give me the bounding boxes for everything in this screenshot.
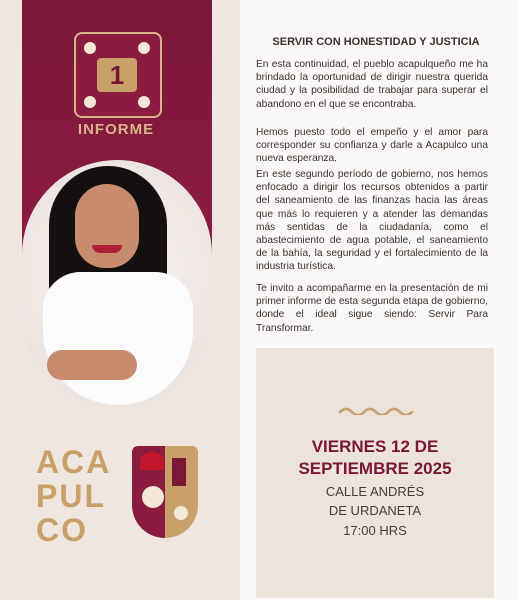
portrait-shirt <box>43 272 193 405</box>
logo-number: 1 <box>97 58 137 92</box>
acapulco-logo-line: ACA <box>36 444 112 480</box>
tower-icon <box>172 458 186 486</box>
logo-dot-icon <box>138 96 150 108</box>
logo-flower-icon <box>84 42 96 54</box>
flower-icon <box>142 486 164 508</box>
informe-label: INFORME <box>77 121 155 138</box>
portrait-face <box>75 184 139 268</box>
portrait-photo <box>35 160 205 405</box>
message-paragraph: En este segundo período de gobierno, nos hemos enfocado a dirigir los recursos obtenidos a partir del saneamiento de las finanzas hacia las áreas que más lo requieren y a atender las demandas más sentidas de la ciudadanía, como el abastecimiento de agua potable, el saneamiento de la bahía, la seguridad y el fortalecimiento de la industria turística. <box>256 169 488 273</box>
event-time: 17:00 HRS <box>343 523 407 538</box>
message-paragraph: Te invito a acompañarme en la presentación de mi primer informe de esta segunda etapa de gobierno, donde el ideal sigue siendo: Servir Para Transformar. <box>256 283 488 334</box>
logo-sun-icon <box>138 42 150 54</box>
message-paragraph: Hemos puesto todo el empeño y el amor para corresponder su confianza y darle a Acapulco una nueva esperanza. <box>256 127 488 165</box>
logo-flower-icon <box>84 96 96 108</box>
acapulco-logo-line: PUL <box>36 478 106 514</box>
event-location: CALLE ANDRÉS <box>325 484 425 499</box>
acapulco-logo <box>36 445 126 547</box>
message-title: SERVIR CON HONESTIDAD Y JUSTICIA <box>272 36 480 48</box>
palm-icon <box>140 452 164 470</box>
message-paragraph: En esta continuidad, el pueblo acapulqueño me ha brindado la oportunidad de dirigir nuestra querida ciudad y la posibilidad de trabajar para superar el abandono en el que se encontraba. <box>256 59 488 110</box>
acapulco-logo-line: CO <box>36 512 88 548</box>
city-shield-icon <box>132 446 198 538</box>
event-date: VIERNES 12 DE <box>311 437 439 456</box>
event-location: DE URDANETA <box>328 503 422 518</box>
wave-ornament-icon <box>338 405 414 415</box>
portrait-smile <box>92 245 122 253</box>
event-date: SEPTIEMBRE 2025 <box>298 459 452 478</box>
sun-dot-icon <box>174 506 188 520</box>
portrait-arm <box>47 350 137 380</box>
